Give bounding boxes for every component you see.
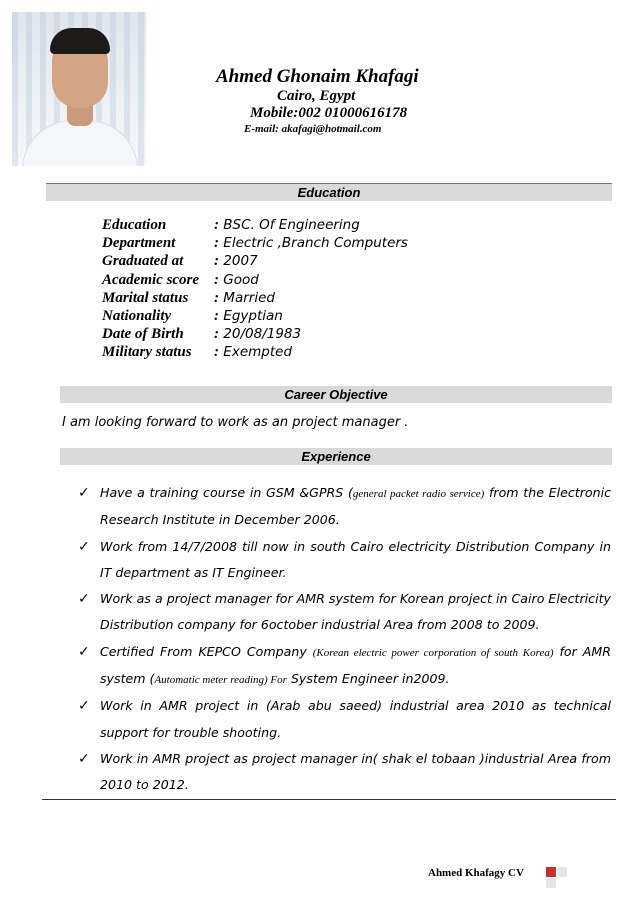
field-label: Graduated at (102, 253, 184, 270)
field-label: Marital status (102, 289, 189, 306)
experience-item: ✓ Work in AMR project in (Arab abu saeed) industrial area 2010 as technical support for trouble shooting. (78, 693, 611, 746)
experience-item: ✓ Work as a project manager for AMR system for Korean project in Cairo Electricity Distribution company for 6october industrial Area from 2008 to 2009. (78, 586, 611, 639)
profile-photo (12, 12, 146, 166)
experience-item: ✓ Certified From KEPCO Company (Korean electric power corporation of south Korea) for AMR system (Automatic meter reading) For System Engineer in2009. (78, 639, 611, 694)
section-header-education: Education (46, 183, 612, 201)
field-label: Department (102, 235, 176, 252)
experience-item: ✓ Work in AMR project as project manager in( shak el tobaan )industrial Area from 2010 to 2012. (78, 746, 611, 799)
check-icon: ✓ (78, 591, 90, 608)
field-value: BSC. Of Engineering (223, 217, 360, 233)
field-value: 2007 (223, 253, 258, 270)
candidate-city: Cairo, Egypt (277, 88, 356, 104)
footer-decoration (557, 867, 567, 877)
bottom-divider (42, 799, 616, 800)
candidate-mobile: Mobile:002 01000616178 (250, 105, 408, 121)
field-value: Electric ,Branch Computers (223, 235, 408, 252)
check-icon: ✓ (78, 538, 90, 555)
field-label: Academic score (102, 271, 200, 288)
field-label: Nationality (102, 307, 172, 324)
experience-item: ✓ Have a training course in GSM &GPRS (general packet radio service) from the Electronic Research Institute in December 2006. (78, 480, 611, 534)
field-value: Married (223, 289, 275, 306)
field-value: Egyptian (223, 307, 283, 324)
section-header-experience: Experience (60, 448, 612, 465)
section-header-career-objective: Career Objective (60, 386, 612, 403)
field-label: Education (102, 217, 167, 233)
field-value: Exempted (223, 344, 293, 361)
check-icon: ✓ (78, 643, 90, 660)
career-objective-text: I am looking forward to work as an project manager . (62, 415, 409, 430)
field-label: Date of Birth (102, 326, 184, 343)
experience-item: ✓ Work from 14/7/2008 till now in south Cairo electricity Distribution Company in IT department as IT Engineer. (78, 534, 611, 587)
footer-decoration (546, 878, 556, 888)
check-icon: ✓ (78, 698, 90, 715)
footer-label: Ahmed Khafagy CV (428, 867, 524, 879)
footer-decoration (546, 867, 556, 877)
field-label: Military status (102, 344, 192, 361)
check-icon: ✓ (78, 485, 90, 501)
field-value: 20/08/1983 (223, 326, 302, 343)
check-icon: ✓ (78, 750, 90, 767)
candidate-name: Ahmed Ghonaim Khafagi (216, 66, 419, 87)
field-value: Good (223, 271, 259, 288)
candidate-email: E-mail: akafagi@hotmail.com (244, 123, 382, 135)
experience-list (78, 480, 611, 799)
